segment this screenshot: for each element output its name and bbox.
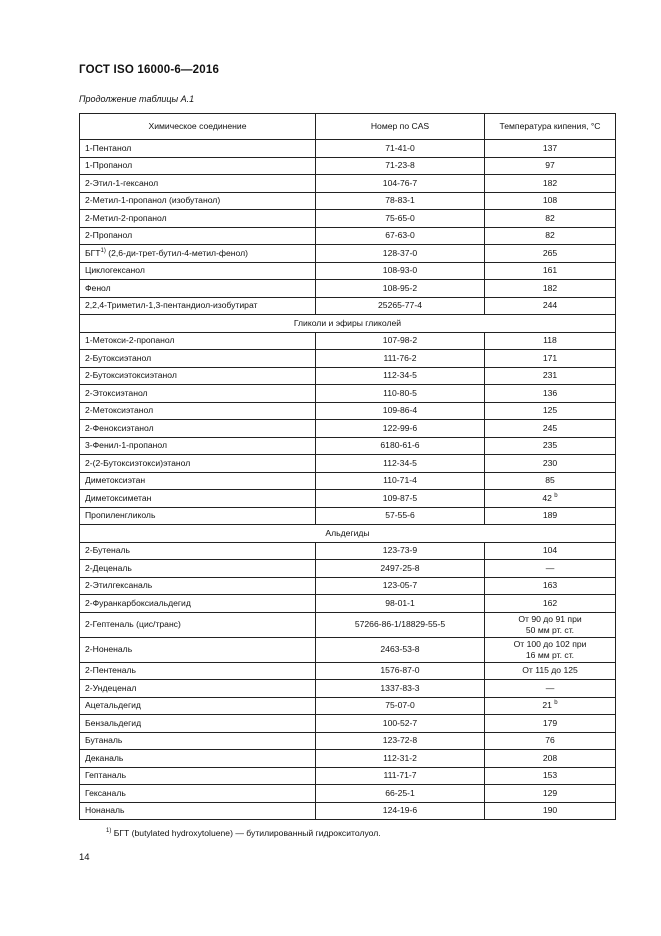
cell-cas: 123-73-9: [316, 542, 485, 560]
compound-name: Ацетальдегид: [85, 700, 141, 711]
cell-cas: 75-65-0: [316, 210, 485, 228]
table-row: [80, 785, 616, 803]
cell-compound: [80, 697, 316, 715]
table-row: [80, 802, 616, 820]
cell-cas: 111-71-7: [316, 767, 485, 785]
cell-compound: [80, 367, 316, 385]
section-heading: Гликоли и эфиры гликолей: [80, 315, 616, 333]
compound-name: 2-Метоксиэтанол: [85, 405, 154, 416]
cell-cas: 123-72-8: [316, 732, 485, 750]
compound-name: Циклогексанол: [85, 265, 145, 276]
cell-compound: [80, 715, 316, 733]
table-row: [80, 507, 616, 525]
cell-cas: 98-01-1: [316, 595, 485, 613]
cell-compound: [80, 420, 316, 438]
cell-boiling-point: [485, 750, 616, 768]
table-row: [80, 332, 616, 350]
boiling-point-value: От 115 до 125: [522, 665, 578, 676]
cell-compound: [80, 227, 316, 245]
cell-boiling-point: [485, 802, 616, 820]
table-row: [80, 280, 616, 298]
table-row: [80, 262, 616, 280]
table-row: [80, 750, 616, 768]
section-heading: Альдегиды: [80, 525, 616, 543]
cell-cas: 124-19-6: [316, 802, 485, 820]
cell-cas: 1576-87-0: [316, 662, 485, 680]
cell-cas: 107-98-2: [316, 332, 485, 350]
boiling-point-value: 179: [542, 717, 558, 728]
compound-name: 2,2,4-Триметил-1,3-пентандиол-изобутират: [85, 300, 258, 311]
cell-compound: [80, 192, 316, 210]
cell-cas: 66-25-1: [316, 785, 485, 803]
note-marker: b: [554, 700, 558, 707]
table-row: [80, 715, 616, 733]
table-body: [80, 140, 616, 820]
boiling-point-value: 265: [542, 247, 558, 258]
footnote: [106, 828, 381, 838]
column-header-boiling-point: Температура кипения, °С: [485, 114, 616, 140]
boiling-point-value: 104: [542, 545, 558, 556]
compound-name: 1-Метокси-2-пропанол: [85, 335, 175, 346]
compound-name: 2-Феноксиэтанол: [85, 422, 154, 433]
boiling-point-value: 42: [542, 492, 552, 503]
compound-name: 2-Бутоксиэтоксиэтанол: [85, 370, 177, 381]
cell-compound: [80, 385, 316, 403]
cell-cas: 57266-86-1/18829-55-5: [316, 612, 485, 637]
compound-name-suffix: (2,6-ди-трет-бутил-4-метил-фенол): [105, 247, 248, 258]
cell-compound: [80, 490, 316, 508]
boiling-point-value: 182: [542, 282, 558, 293]
cell-cas: 25265-77-4: [316, 297, 485, 315]
cell-boiling-point: [485, 560, 616, 578]
compound-name: 2-Этилгексаналь: [85, 580, 153, 591]
boiling-point-value: 97: [545, 160, 555, 171]
cell-cas: 110-80-5: [316, 385, 485, 403]
boiling-point-value: От 90 до 91 при: [518, 613, 582, 624]
boiling-point-value: От 100 до 102 при: [513, 638, 587, 649]
cell-boiling-point: [485, 595, 616, 613]
table-section-row: [80, 315, 616, 333]
table-row: [80, 385, 616, 403]
table-row: [80, 472, 616, 490]
cell-boiling-point: [485, 785, 616, 803]
cell-boiling-point: [485, 680, 616, 698]
table-row: [80, 680, 616, 698]
compound-name: БГТ: [85, 247, 101, 258]
table-row: [80, 157, 616, 175]
cell-boiling-point: [485, 245, 616, 263]
cell-cas: 108-93-0: [316, 262, 485, 280]
compound-name: Диметоксиэтан: [85, 475, 146, 486]
cell-boiling-point: [485, 637, 616, 662]
compound-name: Нонаналь: [85, 805, 125, 816]
table-row: [80, 490, 616, 508]
compound-name: 1-Пентанол: [85, 142, 132, 153]
cell-cas: 128-37-0: [316, 245, 485, 263]
boiling-point-value: 230: [542, 457, 558, 468]
table-caption: Продолжение таблицы А.1: [79, 94, 195, 104]
boiling-point-value: 182: [542, 177, 558, 188]
chemical-table: [79, 113, 616, 820]
table-row: [80, 227, 616, 245]
cell-boiling-point: [485, 367, 616, 385]
page-number: 14: [79, 852, 90, 863]
cell-compound: [80, 612, 316, 637]
cell-compound: [80, 210, 316, 228]
table-row: [80, 420, 616, 438]
table-row: [80, 697, 616, 715]
cell-boiling-point: [485, 455, 616, 473]
cell-compound: [80, 402, 316, 420]
boiling-point-value: 108: [542, 195, 558, 206]
cell-cas: 71-23-8: [316, 157, 485, 175]
compound-name: Фенол: [85, 282, 111, 293]
note-marker: b: [554, 492, 558, 499]
cell-boiling-point: [485, 227, 616, 245]
cell-cas: 100-52-7: [316, 715, 485, 733]
table-row: [80, 732, 616, 750]
table-row: [80, 140, 616, 158]
table-row: [80, 175, 616, 193]
boiling-point-value: 82: [545, 212, 555, 223]
cell-compound: [80, 350, 316, 368]
boiling-point-value: 118: [543, 335, 557, 346]
compound-name: 2-Бутеналь: [85, 545, 131, 556]
boiling-point-value: 244: [542, 300, 558, 311]
cell-cas: 109-87-5: [316, 490, 485, 508]
cell-boiling-point: [485, 350, 616, 368]
cell-cas: 110-71-4: [316, 472, 485, 490]
compound-name: 2-Этил-1-гексанол: [85, 177, 159, 188]
cell-boiling-point: [485, 420, 616, 438]
boiling-point-value: 245: [542, 422, 558, 433]
column-header-cas: Номер по CAS: [316, 114, 485, 140]
cell-boiling-point: [485, 192, 616, 210]
cell-cas: 104-76-7: [316, 175, 485, 193]
boiling-point-value: 136: [542, 387, 558, 398]
boiling-point-value: 137: [542, 142, 558, 153]
cell-cas: 67-63-0: [316, 227, 485, 245]
cell-boiling-point: [485, 332, 616, 350]
boiling-point-value: 21: [542, 700, 552, 711]
compound-name: Бензальдегид: [85, 717, 142, 728]
cell-cas: 112-34-5: [316, 455, 485, 473]
cell-cas: 112-34-5: [316, 367, 485, 385]
boiling-point-value: 153: [542, 770, 558, 781]
cell-boiling-point: [485, 210, 616, 228]
table-row: [80, 595, 616, 613]
boiling-point-value: 162: [542, 597, 558, 608]
table-row: [80, 662, 616, 680]
cell-boiling-point: [485, 507, 616, 525]
cell-compound: [80, 297, 316, 315]
cell-compound: [80, 680, 316, 698]
document-header: ГОСТ ISO 16000-6—2016: [79, 64, 220, 76]
boiling-point-value: 82: [545, 230, 555, 241]
cell-compound: [80, 595, 316, 613]
cell-boiling-point: [485, 280, 616, 298]
footnote-divider: [79, 819, 171, 820]
cell-compound: [80, 157, 316, 175]
cell-boiling-point: [485, 157, 616, 175]
cell-compound: [80, 280, 316, 298]
table-row: [80, 767, 616, 785]
cell-compound: [80, 767, 316, 785]
cell-compound: [80, 437, 316, 455]
footnote-ref: 1): [100, 247, 106, 254]
cell-cas: 122-99-6: [316, 420, 485, 438]
compound-name: 2-Ноненаль: [85, 644, 133, 654]
cell-compound: [80, 750, 316, 768]
table-row: [80, 612, 616, 637]
compound-name: 2-Метил-2-пропанол: [85, 212, 167, 223]
cell-boiling-point: [485, 472, 616, 490]
cell-cas: 112-31-2: [316, 750, 485, 768]
table-row: [80, 297, 616, 315]
cell-compound: [80, 262, 316, 280]
cell-compound: [80, 140, 316, 158]
cell-boiling-point: [485, 767, 616, 785]
table-row: [80, 192, 616, 210]
compound-name: Пропиленгликоль: [85, 510, 156, 521]
boiling-point-value: —: [545, 562, 555, 573]
cell-compound: [80, 785, 316, 803]
cell-cas: 2497-25-8: [316, 560, 485, 578]
cell-boiling-point: [485, 542, 616, 560]
table-row: [80, 455, 616, 473]
footnote-marker: 1): [106, 828, 112, 835]
footnote-abbr: БГТ: [113, 828, 130, 838]
table-row: [80, 637, 616, 662]
table-row: [80, 577, 616, 595]
cell-boiling-point: [485, 385, 616, 403]
cell-boiling-point: [485, 732, 616, 750]
cell-boiling-point: [485, 697, 616, 715]
compound-name: 2-Гептеналь (цис/транс): [85, 619, 181, 629]
boiling-point-value: —: [545, 682, 555, 693]
cell-cas: 6180-61-6: [316, 437, 485, 455]
boiling-point-value: 85: [545, 475, 555, 486]
table-header-row: [80, 114, 616, 140]
compound-name: 2-Пентеналь: [85, 665, 136, 676]
boiling-point-value: 76: [545, 735, 555, 746]
cell-boiling-point: [485, 262, 616, 280]
boiling-point-value: 189: [542, 510, 558, 521]
cell-compound: [80, 802, 316, 820]
footnote-text: (butylated hydroxytoluene) — бутилированный гидрокситолуол.: [129, 828, 381, 838]
compound-name: Гептаналь: [85, 770, 127, 781]
boiling-point-condition: 50 мм рт. ст.: [525, 624, 575, 635]
cell-boiling-point: [485, 662, 616, 680]
cell-compound: [80, 455, 316, 473]
cell-boiling-point: [485, 577, 616, 595]
cell-boiling-point: [485, 175, 616, 193]
cell-compound: [80, 332, 316, 350]
boiling-point-value: 208: [542, 752, 558, 763]
table-row: [80, 210, 616, 228]
boiling-point-value: 161: [542, 265, 558, 276]
cell-compound: [80, 560, 316, 578]
cell-compound: [80, 637, 316, 662]
cell-boiling-point: [485, 490, 616, 508]
cell-compound: [80, 662, 316, 680]
column-header-compound: Химическое соединение: [80, 114, 316, 140]
compound-name: Гексаналь: [85, 787, 126, 798]
cell-boiling-point: [485, 612, 616, 637]
cell-compound: [80, 577, 316, 595]
compound-name: 2-Ундеценал: [85, 682, 137, 693]
compound-name: Бутаналь: [85, 735, 123, 746]
compound-name: 2-(2-Бутоксиэтокси)этанол: [85, 457, 191, 468]
cell-boiling-point: [485, 437, 616, 455]
cell-cas: 78-83-1: [316, 192, 485, 210]
cell-cas: 57-55-6: [316, 507, 485, 525]
table-row: [80, 245, 616, 263]
table-row: [80, 542, 616, 560]
cell-cas: 108-95-2: [316, 280, 485, 298]
compound-name: 3-Фенил-1-пропанол: [85, 440, 168, 451]
boiling-point-value: 125: [542, 405, 558, 416]
compound-name: 2-Метил-1-пропанол (изобутанол): [85, 195, 221, 206]
boiling-point-value: 129: [542, 787, 558, 798]
cell-cas: 75-07-0: [316, 697, 485, 715]
boiling-point-value: 163: [542, 580, 558, 591]
table-row: [80, 437, 616, 455]
cell-cas: 123-05-7: [316, 577, 485, 595]
compound-name: 2-Фуранкарбоксиальдегид: [85, 597, 191, 608]
compound-name: 2-Деценаль: [85, 562, 132, 573]
boiling-point-value: 235: [542, 440, 558, 451]
cell-cas: 109-86-4: [316, 402, 485, 420]
cell-boiling-point: [485, 715, 616, 733]
cell-compound: [80, 472, 316, 490]
table-row: [80, 350, 616, 368]
compound-name: 2-Этоксиэтанол: [85, 387, 148, 398]
cell-compound: [80, 507, 316, 525]
cell-cas: 2463-53-8: [316, 637, 485, 662]
boiling-point-value: 190: [542, 805, 558, 816]
compound-name: 2-Бутоксиэтанол: [85, 352, 152, 363]
cell-compound: [80, 732, 316, 750]
table-row: [80, 367, 616, 385]
compound-name: Деканаль: [85, 752, 124, 763]
compound-name: 2-Пропанол: [85, 230, 133, 241]
cell-cas: 71-41-0: [316, 140, 485, 158]
cell-compound: [80, 542, 316, 560]
cell-cas: 111-76-2: [316, 350, 485, 368]
compound-name: Диметоксиметан: [85, 492, 152, 503]
cell-boiling-point: [485, 297, 616, 315]
cell-compound: [80, 245, 316, 263]
boiling-point-condition: 16 мм рт. ст.: [525, 649, 575, 660]
table-section-row: [80, 525, 616, 543]
cell-cas: 1337-83-3: [316, 680, 485, 698]
cell-boiling-point: [485, 140, 616, 158]
boiling-point-value: 231: [542, 370, 558, 381]
table-row: [80, 402, 616, 420]
boiling-point-value: 171: [542, 352, 558, 363]
table-row: [80, 560, 616, 578]
cell-boiling-point: [485, 402, 616, 420]
cell-compound: [80, 175, 316, 193]
compound-name: 1-Пропанол: [85, 160, 133, 171]
